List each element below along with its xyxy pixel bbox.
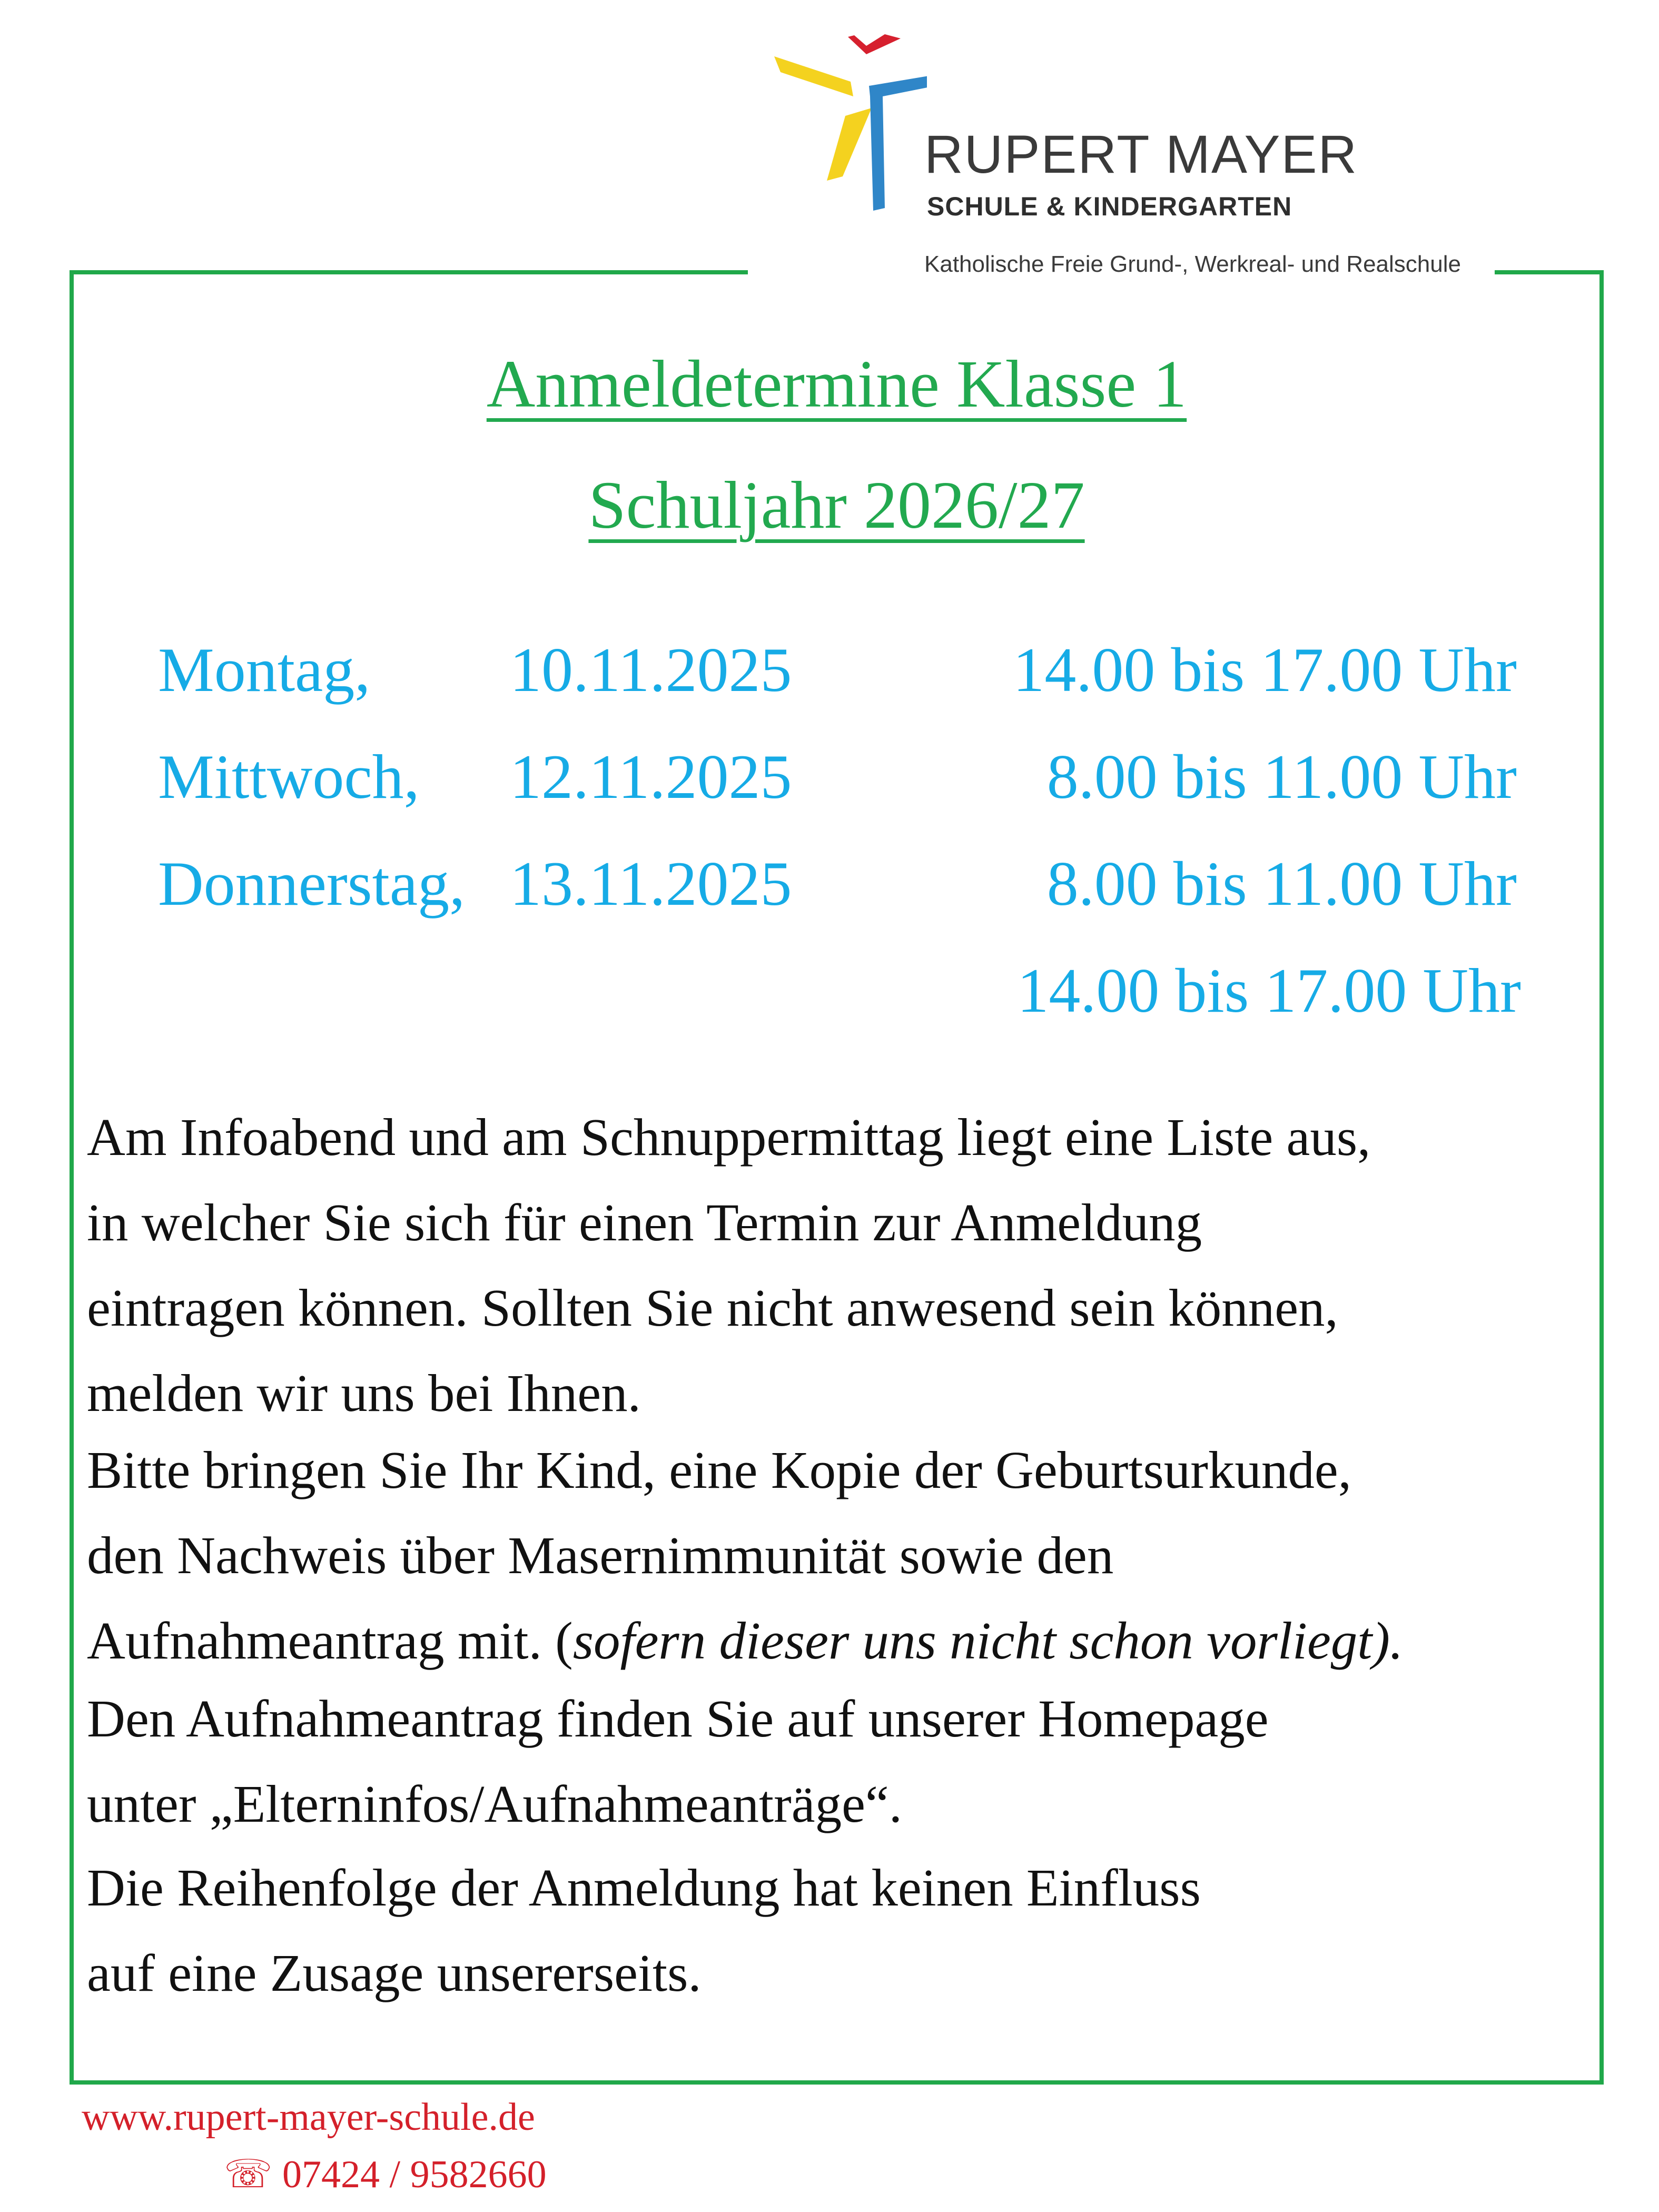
paragraph-registration-list	[87, 1094, 1598, 1436]
school-logo	[774, 34, 1512, 287]
schedule-date-3: 13.11.2025	[510, 848, 792, 919]
paragraph-homepage	[87, 1676, 1598, 1846]
paragraph-italic-note: sofern dieser uns nicht schon vorliegt).	[572, 1611, 1404, 1670]
logo-subtitle: SCHULE & KINDERGARTEN	[927, 192, 1292, 221]
title-line-1-text: Anmeldetermine Klasse 1	[486, 347, 1187, 421]
paragraph-line: eintragen können. Sollten Sie nicht anwesend sein können,	[87, 1278, 1338, 1337]
title-line-2-text: Schuljahr 2026/27	[588, 468, 1085, 542]
paragraph-line: auf eine Zusage unsererseits.	[87, 1943, 702, 2002]
schedule-day-2: Mittwoch,	[158, 742, 420, 812]
schedule-time-4: 14.00 bis 17.00 Uhr	[1017, 955, 1521, 1025]
paragraph-line: unter „Elterninfos/Aufnahmeanträge“.	[87, 1774, 902, 1833]
logo-red-head	[848, 34, 901, 54]
frame-left	[70, 270, 74, 2085]
paragraph-line: den Nachweis über Masernimmunität sowie den	[87, 1526, 1114, 1585]
schedule-day-3: Donnerstag,	[158, 848, 466, 919]
footer-phone-number: 07424 / 9582660	[282, 2153, 547, 2196]
paragraph-line: in welcher Sie sich für einen Termin zur Anmeldung	[87, 1193, 1202, 1252]
paragraph-line: Am Infoabend und am Schnuppermittag liegt eine Liste aus,	[87, 1108, 1371, 1167]
paragraph-text: Aufnahmeantrag mit. (	[87, 1611, 573, 1670]
schedule-date-2: 12.11.2025	[510, 742, 792, 812]
logo-yellow-leg	[827, 108, 872, 181]
schedule-time-3: 8.00 bis 11.00 Uhr	[1046, 848, 1517, 919]
footer-phone	[224, 2151, 547, 2197]
paragraph-line-mixed	[87, 1598, 1598, 1683]
paragraph-line: melden wir uns bei Ihnen.	[87, 1364, 641, 1423]
paragraph-order-note	[87, 1845, 1598, 2016]
footer-website-link[interactable]: www.rupert-mayer-schule.de	[82, 2096, 535, 2139]
frame-top-right	[1495, 270, 1604, 274]
paragraph-line: Die Reihenfolge der Anmeldung hat keinen Einfluss	[87, 1858, 1201, 1917]
frame-top-left	[70, 270, 748, 274]
logo-blue-body	[869, 75, 927, 211]
paragraph-line: Den Aufnahmeantrag finden Sie auf unserer Homepage	[87, 1689, 1269, 1748]
paragraph-line: Bitte bringen Sie Ihr Kind, eine Kopie der Geburtsurkunde,	[87, 1440, 1351, 1499]
schedule-time-2: 8.00 bis 11.00 Uhr	[1046, 742, 1517, 812]
schedule-time-1: 14.00 bis 17.00 Uhr	[1013, 635, 1517, 705]
logo-figure-icon	[774, 34, 927, 224]
schedule-day-1: Montag,	[158, 635, 371, 705]
schedule-date-1: 10.11.2025	[510, 635, 792, 705]
frame-bottom	[70, 2080, 1604, 2085]
title-line-1	[74, 347, 1599, 421]
paragraph-documents	[87, 1427, 1598, 1683]
phone-icon: ☏	[224, 2153, 273, 2196]
frame-right	[1599, 270, 1604, 2085]
logo-name: RUPERT MAYER	[924, 124, 1358, 184]
logo-tagline: Katholische Freie Grund-, Werkreal- und Realschule	[924, 251, 1461, 277]
logo-yellow-arm	[774, 56, 853, 96]
title-line-2	[74, 468, 1599, 542]
